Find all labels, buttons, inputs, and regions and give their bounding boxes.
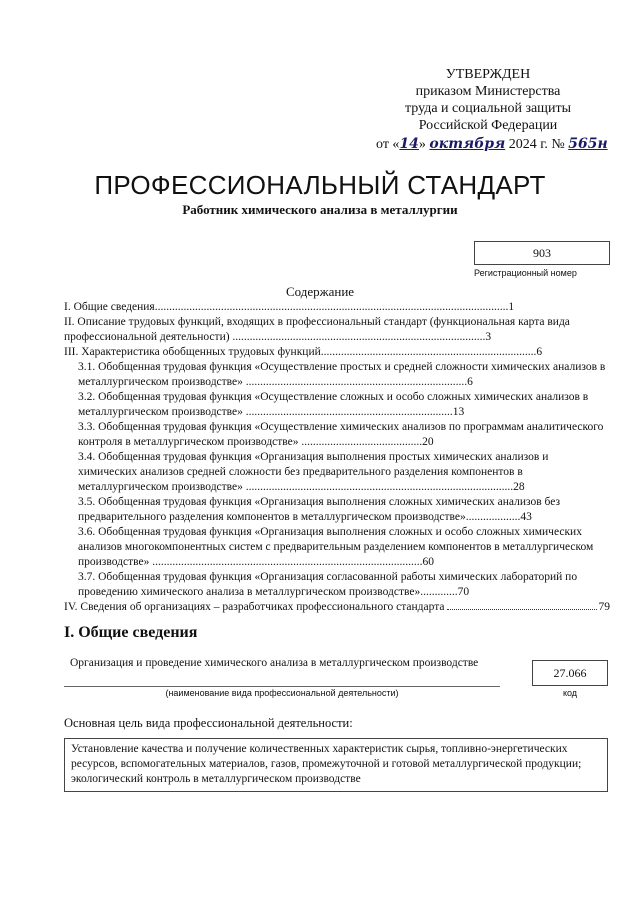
approval-line-federation: Российской Федерации (418, 118, 558, 133)
order-prefix: от « (376, 137, 400, 152)
order-number: 565н (568, 136, 608, 152)
toc-entry[interactable]: 3.6. Обобщенная трудовая функция «Организация выполнения сложных и особо сложных химических анализов многокомпонентных систем с предварительным разделением компонентов в металлургическом производстве» ..............................................................................................60 (78, 526, 594, 568)
toc-entry[interactable] (64, 600, 610, 615)
toc-heading: Содержание (285, 284, 355, 299)
approval-heading: УТВЕРЖДЕН (445, 67, 531, 82)
toc-entry[interactable]: 3.4. Обобщенная трудовая функция «Организация выполнения простых химических анализов и химических анализов средней сложности без предварительного разделения компонентов в металлургическом производстве» .............................................................................................28 (78, 451, 549, 493)
goal-box: Установление качества и получение количественных характеристик сырья, топливно-энергетических ресурсов, вспомогательных материалов, газов, промежуточной и готовой металлургической продукции; экологический контроль в металлургическом производстве (64, 738, 608, 792)
order-day: 14 (399, 136, 419, 152)
order-year: 2024 г. № (505, 137, 569, 152)
toc-entry[interactable]: I. Общие сведения...........................................................................................................................1 (64, 301, 515, 313)
toc-entry[interactable]: 3.7. Обобщенная трудовая функция «Организация согласованной работы химических лабораторий по проведению химического анализа в металлургическом производстве».............70 (78, 571, 578, 598)
section-heading: I. Общие сведения (64, 624, 198, 641)
registration-number-box: 903 (474, 241, 610, 265)
activity-underline (64, 686, 500, 687)
toc-entry[interactable]: III. Характеристика обобщенных трудовых функций...........................................................................6 (64, 346, 543, 358)
table-of-contents (64, 300, 610, 615)
toc-entry[interactable]: II. Описание трудовых функций, входящих в профессиональный стандарт (функциональная карта вида профессиональной деятельности) ........................................................................................3 (64, 316, 570, 343)
goal-label: Основная цель вида профессиональной деятельности: (64, 716, 353, 730)
activity-caption: (наименование вида профессиональной деятельности) (165, 688, 399, 698)
activity-code-box: 27.066 (532, 660, 608, 686)
toc-entry-text: IV. Сведения об организациях – разработчиках профессионального стандарта (64, 601, 445, 613)
toc-entry[interactable]: 3.3. Обобщенная трудовая функция «Осуществление химических анализов по программам аналитического контроля в металлургическом производстве» ..........................................20 (78, 421, 604, 448)
toc-page-number: 79 (598, 601, 610, 613)
order-month: октября (429, 136, 506, 152)
registration-label: Регистрационный номер (474, 268, 577, 278)
approval-block (368, 66, 608, 134)
page-subtitle: Работник химического анализа в металлургии (182, 202, 458, 217)
page-title: ПРОФЕССИОНАЛЬНЫЙ СТАНДАРТ (94, 170, 546, 200)
approval-line-ministry: приказом Министерства (415, 84, 561, 99)
toc-dot-leader (447, 609, 597, 610)
activity-name: Организация и проведение химического анализа в металлургическом производстве (70, 657, 479, 669)
toc-entry[interactable]: 3.2. Обобщенная трудовая функция «Осуществление сложных и особо сложных химических анализов в металлургическом производстве» ........................................................................13 (78, 391, 589, 418)
code-caption: код (562, 688, 578, 698)
approval-line-labor: труда и социальной защиты (405, 101, 571, 116)
toc-entry[interactable]: 3.1. Обобщенная трудовая функция «Осуществление простых и средней сложности химических анализов в металлургическом производстве» .............................................................................6 (78, 361, 606, 388)
order-line (376, 136, 608, 153)
toc-entry[interactable]: 3.5. Обобщенная трудовая функция «Организация выполнения сложных химических анализов без предварительного разделения компонентов в металлургическом производстве»...................43 (78, 496, 561, 523)
order-mid: » (418, 137, 430, 152)
